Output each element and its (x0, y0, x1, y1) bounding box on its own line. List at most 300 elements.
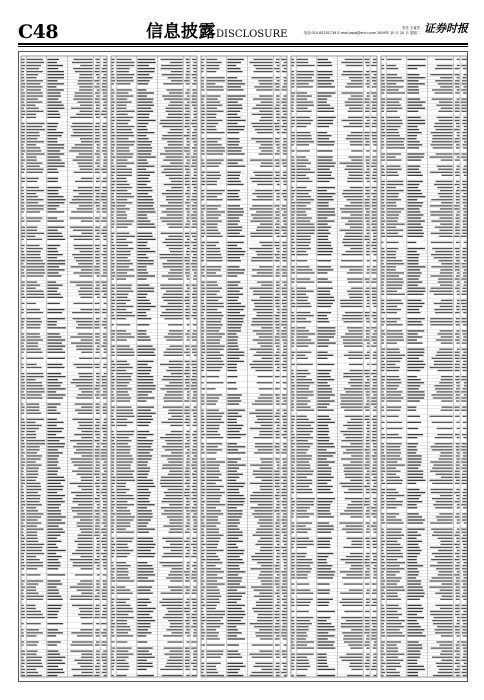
cell-text (207, 257, 223, 258)
cell-text (185, 666, 189, 667)
cell-text (27, 403, 39, 404)
cell-text (297, 254, 308, 255)
cell-text (297, 300, 308, 301)
cell-text (160, 669, 182, 670)
cell-text (185, 477, 190, 478)
cell-text (292, 306, 296, 307)
cell-text (101, 623, 106, 624)
cell-text (283, 498, 287, 499)
cell-text (74, 434, 93, 435)
cell-text (27, 654, 37, 655)
cell-text (194, 419, 197, 420)
cell-text (47, 141, 57, 142)
cell-text (342, 318, 363, 319)
cell-text (166, 89, 182, 90)
cell-text (112, 449, 115, 450)
cell-text (117, 306, 134, 307)
cell-text (277, 309, 280, 310)
cell-text (227, 535, 242, 536)
cell-text (22, 352, 24, 353)
cell-text (137, 147, 152, 148)
cell-text (112, 346, 115, 347)
cell-text (47, 504, 61, 505)
cell-text (346, 574, 362, 575)
cell-text (227, 321, 243, 322)
cell-text (117, 74, 134, 75)
cell-text (373, 510, 377, 511)
cell-text (202, 59, 205, 60)
cell-text (227, 419, 236, 420)
cell-text (367, 260, 370, 261)
cell-text (207, 175, 221, 176)
cell-text (137, 156, 155, 157)
cell-text (137, 150, 151, 151)
cell-text (194, 318, 197, 319)
cell-text (161, 68, 183, 69)
cell-text (227, 449, 238, 450)
cell-text (71, 147, 92, 148)
cell-text (137, 651, 148, 652)
cell-text (186, 190, 189, 191)
cell-text (283, 105, 287, 106)
cell-text (366, 65, 369, 66)
cell-text (227, 230, 241, 231)
cell-text (117, 425, 127, 426)
cell-text (27, 178, 39, 179)
cell-text (374, 190, 377, 191)
cell-text (74, 541, 92, 542)
cell-text (365, 416, 370, 417)
cell-text (277, 147, 280, 148)
cell-text (103, 513, 106, 514)
cell-text (137, 620, 155, 621)
cell-text (207, 153, 223, 154)
cell-text (277, 266, 280, 267)
cell-text (317, 242, 331, 243)
cell-text (103, 248, 106, 249)
cell-text (166, 196, 183, 197)
cell-text (227, 86, 241, 87)
cell-text (317, 120, 333, 121)
cell-text (275, 629, 280, 630)
cell-text (292, 175, 295, 176)
cell-text (282, 291, 287, 292)
cell-text (297, 376, 307, 377)
cell-text (283, 251, 286, 252)
cell-text (292, 388, 295, 389)
cell-text (72, 605, 93, 606)
cell-text (276, 333, 279, 334)
cell-text (202, 471, 205, 472)
cell-text (227, 297, 239, 298)
cell-text (162, 263, 182, 264)
cell-text (96, 248, 100, 249)
cell-text (27, 428, 39, 429)
cell-text (112, 660, 115, 661)
cell-text (78, 187, 93, 188)
cell-text (117, 394, 130, 395)
cell-text (367, 248, 370, 249)
cell-text (112, 318, 116, 319)
cell-text (94, 321, 99, 322)
cell-text (297, 74, 314, 75)
cell-text (317, 422, 334, 423)
cell-text (227, 666, 245, 667)
cell-text (185, 660, 190, 661)
cell-text (117, 501, 128, 502)
cell-text (96, 352, 100, 353)
cell-text (117, 547, 129, 548)
cell-text (207, 410, 219, 411)
cell-text (27, 608, 36, 609)
cell-text (185, 193, 189, 194)
cell-text (97, 593, 100, 594)
cell-text (317, 297, 333, 298)
cell-text (297, 529, 312, 530)
cell-text (165, 666, 182, 667)
cell-text (274, 297, 279, 298)
cell-text (297, 419, 309, 420)
cell-text (317, 434, 328, 435)
cell-text (167, 608, 183, 609)
cell-text (96, 553, 99, 554)
cell-text (276, 269, 280, 270)
cell-text (297, 403, 308, 404)
cell-text (193, 501, 197, 502)
cell-text (365, 294, 369, 295)
cell-text (117, 654, 134, 655)
cell-text (47, 254, 62, 255)
cell-text (227, 333, 236, 334)
cell-text (284, 297, 287, 298)
cell-text (47, 239, 65, 240)
cell-text (292, 172, 296, 173)
cell-text (207, 62, 222, 63)
cell-text (137, 352, 154, 353)
cell-text (202, 410, 204, 411)
cell-text (292, 333, 295, 334)
cell-text (80, 519, 93, 520)
cell-text (282, 651, 287, 652)
cell-text (372, 583, 377, 584)
cell-text (96, 193, 99, 194)
cell-text (227, 562, 244, 563)
cell-text (103, 227, 106, 228)
cell-text (95, 455, 100, 456)
cell-text (191, 510, 196, 511)
cell-text (47, 257, 57, 258)
cell-text (47, 605, 62, 606)
cell-text (117, 419, 128, 420)
cell-text (27, 437, 36, 438)
cell-text (292, 336, 294, 337)
cell-text (371, 272, 376, 273)
cell-text (317, 529, 333, 530)
cell-text (74, 452, 93, 453)
cell-text (227, 163, 237, 164)
cell-text (22, 205, 24, 206)
cell-text (297, 211, 306, 212)
cell-text (257, 132, 273, 133)
cell-text (342, 605, 363, 606)
cell-text (283, 147, 286, 148)
cell-text (160, 364, 183, 365)
cell-text (137, 495, 150, 496)
cell-text (22, 153, 24, 154)
cell-text (27, 666, 43, 667)
cell-text (162, 95, 183, 96)
cell-text (191, 626, 196, 627)
cell-text (373, 196, 377, 197)
cell-text (80, 297, 92, 298)
cell-text (350, 443, 362, 444)
cell-text (112, 373, 114, 374)
cell-text (185, 202, 190, 203)
cell-text (112, 364, 116, 365)
cell-text (112, 150, 115, 151)
cell-text (185, 651, 189, 652)
cell-text (207, 245, 216, 246)
cell-text (276, 144, 280, 145)
cell-text (112, 471, 115, 472)
cell-text (281, 477, 286, 478)
cell-text (193, 553, 197, 554)
cell-text (207, 199, 223, 200)
cell-text (27, 114, 36, 115)
cell-text (373, 501, 376, 502)
cell-text (104, 434, 107, 435)
cell-text (171, 80, 183, 81)
cell-text (75, 71, 93, 72)
cell-text (207, 471, 220, 472)
cell-text (103, 342, 106, 343)
cell-text (256, 251, 273, 252)
cell-text (254, 452, 273, 453)
cell-text (95, 367, 99, 368)
cell-text (47, 211, 64, 212)
cell-text (47, 483, 60, 484)
cell-text (137, 556, 154, 557)
cell-text (22, 501, 25, 502)
cell-text (253, 291, 272, 292)
cell-text (163, 498, 183, 499)
cell-text (259, 242, 272, 243)
cell-text (284, 184, 287, 185)
cell-text (281, 510, 286, 511)
cell-text (27, 559, 40, 560)
cell-text (137, 437, 146, 438)
cell-text (274, 178, 279, 179)
cell-text (202, 416, 204, 417)
cell-text (102, 288, 106, 289)
cell-text (227, 233, 239, 234)
cell-text (317, 342, 335, 343)
cell-text (254, 611, 273, 612)
cell-text (96, 654, 100, 655)
cell-text (292, 556, 295, 557)
cell-text (207, 376, 219, 377)
cell-text (373, 172, 377, 173)
cell-text (164, 492, 183, 493)
cell-text (165, 175, 182, 176)
cell-text (292, 440, 294, 441)
cell-text (102, 129, 106, 130)
cell-text (112, 547, 114, 548)
cell-text (317, 196, 332, 197)
cell-text (227, 364, 237, 365)
cell-text (372, 220, 376, 221)
cell-text (187, 519, 190, 520)
cell-text (276, 489, 279, 490)
cell-text (292, 199, 294, 200)
cell-text (186, 675, 189, 676)
cell-text (76, 385, 93, 386)
cell-text (317, 400, 334, 401)
cell-text (47, 568, 58, 569)
cell-text (202, 623, 204, 624)
cell-text (112, 586, 115, 587)
cell-text (185, 434, 189, 435)
cell-text (283, 123, 286, 124)
cell-text (77, 583, 92, 584)
cell-text (137, 74, 149, 75)
cell-text (202, 89, 205, 90)
cell-text (297, 544, 314, 545)
cell-text (283, 349, 286, 350)
cell-text (137, 184, 146, 185)
cell-text (251, 138, 273, 139)
cell-text (297, 303, 311, 304)
cell-text (137, 275, 155, 276)
cell-text (297, 568, 312, 569)
cell-text (137, 480, 152, 481)
cell-text (259, 599, 272, 600)
cell-text (27, 495, 41, 496)
cell-text (47, 452, 62, 453)
cell-text (227, 382, 236, 383)
cell-text (104, 525, 107, 526)
cell-text (112, 333, 115, 334)
cell-text (161, 166, 183, 167)
cell-text (202, 281, 206, 282)
cell-text (275, 541, 279, 542)
cell-text (102, 635, 106, 636)
cell-text (341, 62, 362, 63)
cell-text (371, 336, 376, 337)
cell-text (80, 611, 93, 612)
cell-text (207, 501, 220, 502)
cell-text (47, 199, 65, 200)
cell-text (297, 175, 306, 176)
cell-text (96, 492, 100, 493)
cell-text (185, 242, 190, 243)
cell-text (227, 236, 244, 237)
cell-text (371, 373, 376, 374)
cell-text (186, 355, 189, 356)
cell-text (292, 379, 294, 380)
cell-text (103, 352, 106, 353)
cell-text (292, 434, 295, 435)
cell-text (102, 666, 106, 667)
cell-text (366, 532, 369, 533)
cell-text (170, 623, 183, 624)
cell-text (185, 525, 189, 526)
cell-text (102, 324, 107, 325)
cell-text (112, 391, 114, 392)
cell-text (22, 559, 24, 560)
cell-text (317, 95, 331, 96)
cell-text (193, 446, 197, 447)
cell-text (252, 608, 272, 609)
cell-text (227, 147, 242, 148)
cell-text (297, 111, 312, 112)
cell-text (163, 355, 182, 356)
cell-text (22, 102, 25, 103)
cell-text (207, 251, 221, 252)
cell-text (22, 516, 25, 517)
cell-text (202, 306, 205, 307)
cell-text (103, 260, 106, 261)
cell-text (192, 120, 196, 121)
cell-text (47, 397, 63, 398)
cell-text (27, 532, 38, 533)
cell-text (227, 129, 244, 130)
cell-text (297, 559, 313, 560)
cell-text (74, 464, 93, 465)
cell-text (207, 321, 221, 322)
cell-text (81, 407, 93, 408)
cell-text (373, 144, 376, 145)
cell-text (117, 132, 134, 133)
cell-text (137, 541, 153, 542)
cell-text (258, 153, 272, 154)
cell-text (117, 71, 129, 72)
cell-text (27, 605, 36, 606)
cell-text (187, 394, 190, 395)
cell-text (260, 547, 272, 548)
cell-text (112, 153, 114, 154)
cell-text (227, 336, 238, 337)
cell-text (95, 666, 99, 667)
cell-text (207, 312, 222, 313)
cell-text (47, 394, 65, 395)
cell-text (373, 516, 376, 517)
cell-text (102, 474, 107, 475)
cell-text (297, 339, 311, 340)
cell-text (317, 407, 327, 408)
cell-text (292, 144, 294, 145)
cell-text (276, 492, 279, 493)
cell-text (79, 275, 92, 276)
cell-text (47, 83, 64, 84)
cell-text (162, 138, 183, 139)
cell-text (186, 111, 190, 112)
cell-text (95, 138, 100, 139)
cell-text (341, 458, 363, 459)
cell-text (95, 468, 99, 469)
cell-text (47, 574, 65, 575)
cell-text (351, 288, 363, 289)
cell-text (187, 455, 190, 456)
cell-text (282, 654, 287, 655)
cell-text (202, 586, 206, 587)
cell-text (112, 568, 115, 569)
cell-text (258, 541, 273, 542)
cell-text (27, 425, 42, 426)
cell-text (112, 407, 115, 408)
cell-text (27, 291, 44, 292)
cell-text (22, 489, 24, 490)
